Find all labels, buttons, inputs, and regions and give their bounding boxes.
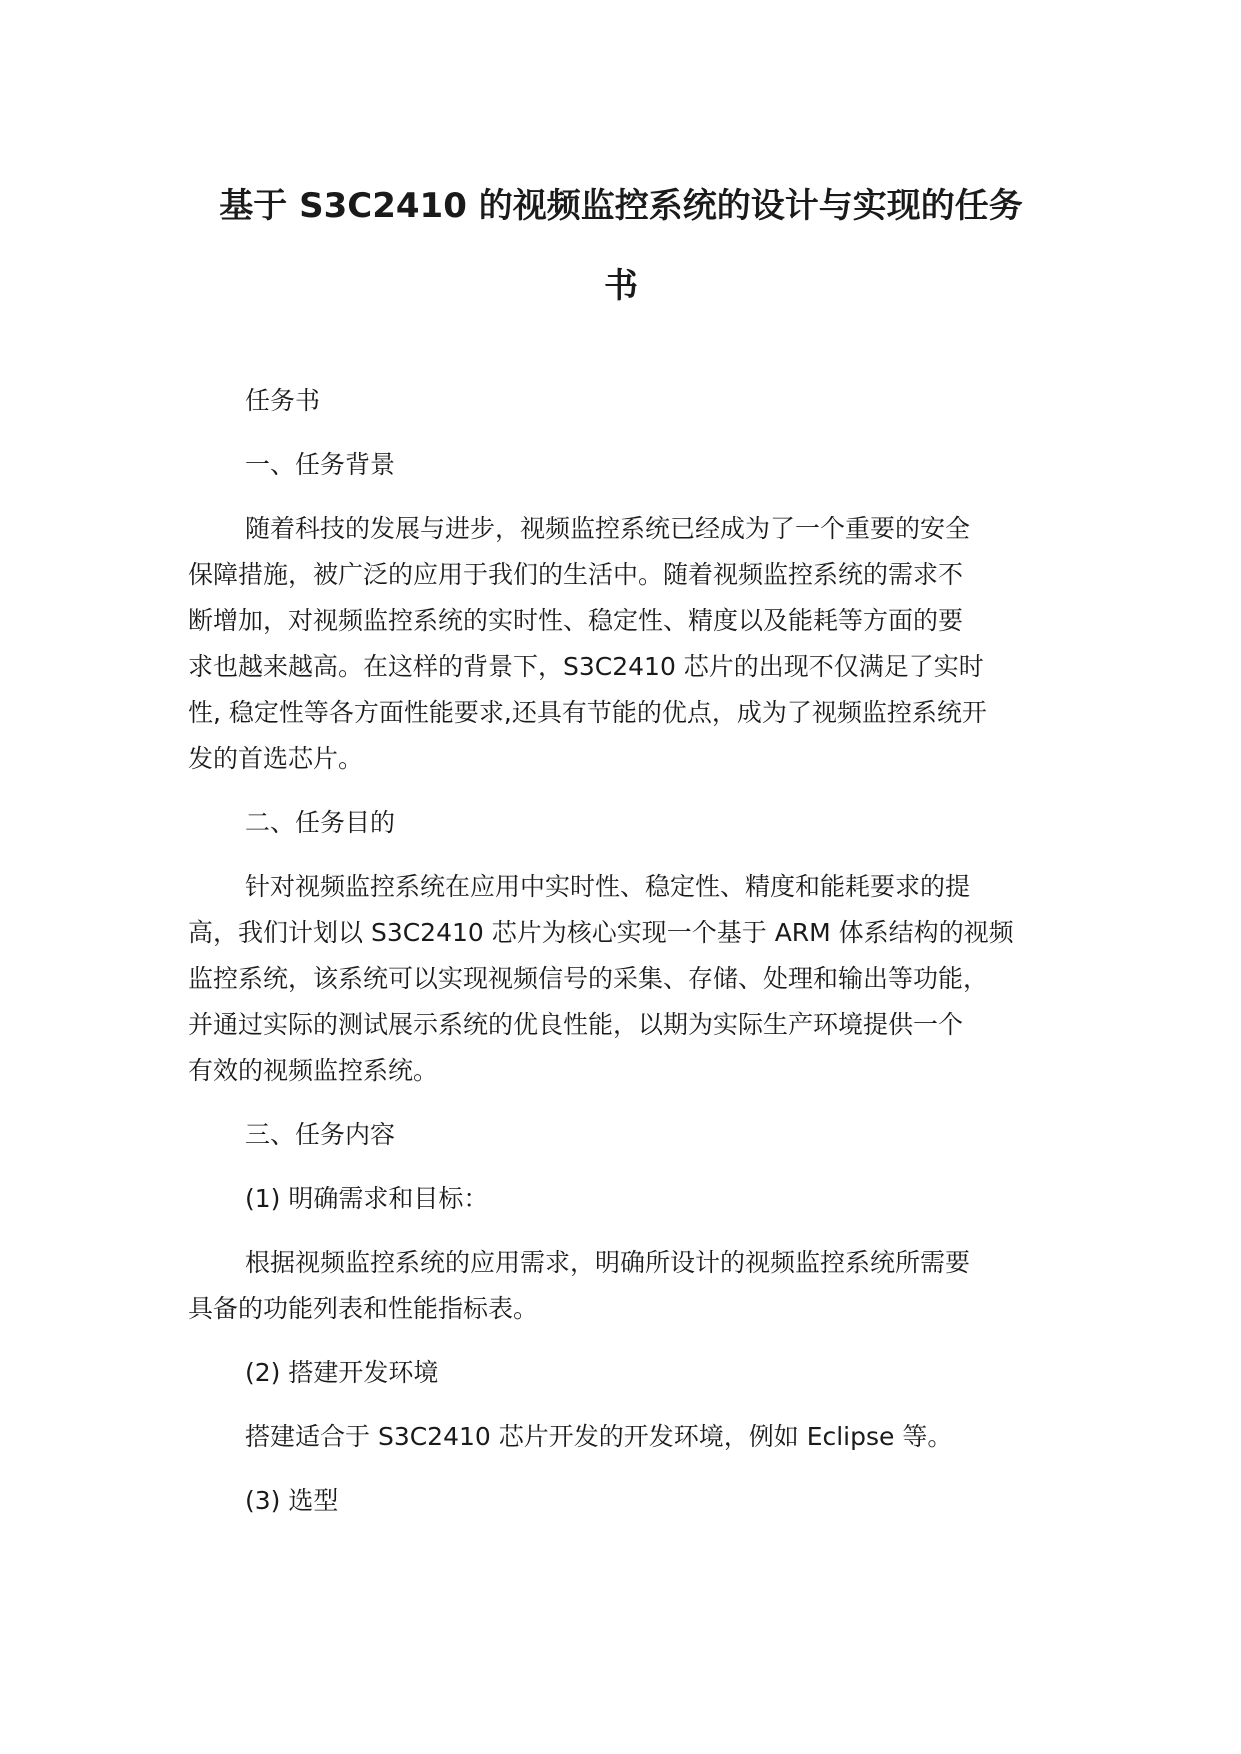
item-1-heading: (1) 明确需求和目标：	[245, 1184, 489, 1213]
section-2-paragraph	[188, 864, 1068, 1094]
paragraph-line: 针对视频监控系统在应用中实时性、稳定性、精度和能耗要求的提	[245, 872, 971, 901]
paragraph-line: 发的首选芯片。	[188, 744, 364, 773]
paragraph-line: 求也越来越高。在这样的背景下，S3C2410 芯片的出现不仅满足了实时	[188, 652, 984, 681]
paragraph-line: 性, 稳定性等各方面性能要求,还具有节能的优点，成为了视频监控系统开	[188, 698, 987, 727]
item-2-heading: (2) 搭建开发环境	[245, 1358, 439, 1387]
paragraph-line: 随着科技的发展与进步，视频监控系统已经成为了一个重要的安全	[245, 514, 971, 543]
document-body	[188, 378, 1068, 1542]
section-3-heading: 三、任务内容	[245, 1120, 396, 1149]
document-title	[186, 166, 1056, 326]
heading-task-book: 任务书	[245, 386, 321, 415]
item-1-paragraph	[188, 1240, 1068, 1332]
paragraph-line: 高，我们计划以 S3C2410 芯片为核心实现一个基于 ARM 体系结构的视频	[188, 918, 1014, 947]
paragraph-line: 有效的视频监控系统。	[188, 1056, 439, 1085]
section-1-heading: 一、任务背景	[245, 450, 396, 479]
paragraph-line: 监控系统，该系统可以实现视频信号的采集、存储、处理和输出等功能，	[188, 964, 989, 993]
paragraph-line: 具备的功能列表和性能指标表。	[188, 1294, 539, 1323]
paragraph-line: 并通过实际的测试展示系统的优良性能，以期为实际生产环境提供一个	[188, 1010, 964, 1039]
title-line-1: 基于 S3C2410 的视频监控系统的设计与实现的任务	[219, 186, 1023, 226]
title-line-2: 书	[604, 266, 638, 306]
paragraph-line: 保障措施，被广泛的应用于我们的生活中。随着视频监控系统的需求不	[188, 560, 964, 589]
section-2-heading: 二、任务目的	[245, 808, 396, 837]
item-2-paragraph: 搭建适合于 S3C2410 芯片开发的开发环境，例如 Eclipse 等。	[245, 1422, 953, 1451]
paragraph-line: 断增加，对视频监控系统的实时性、稳定性、精度以及能耗等方面的要	[188, 606, 964, 635]
section-1-paragraph	[188, 506, 1068, 782]
item-3-heading: (3) 选型	[245, 1486, 339, 1515]
paragraph-line: 根据视频监控系统的应用需求，明确所设计的视频监控系统所需要	[245, 1248, 971, 1277]
